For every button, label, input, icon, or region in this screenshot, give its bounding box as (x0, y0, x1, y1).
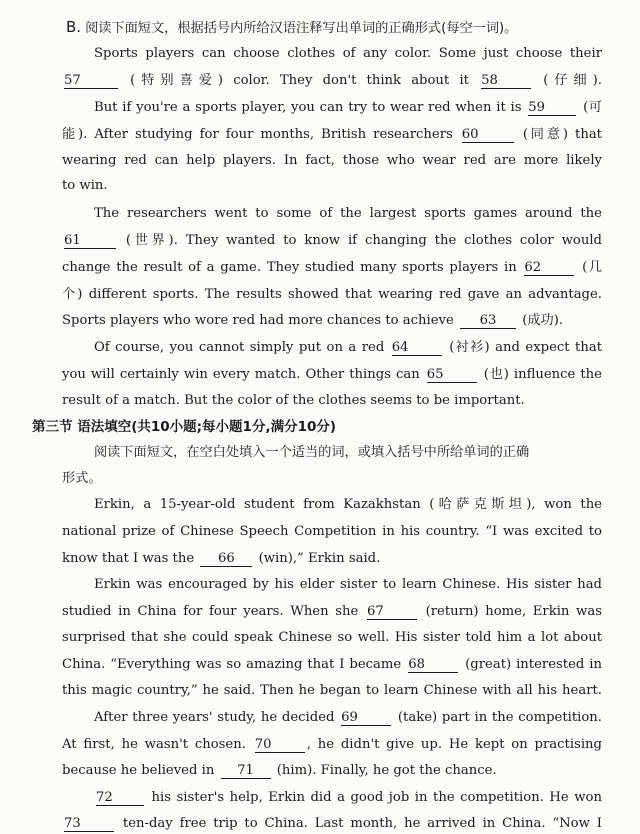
passage-line: national prize of Chinese Speech Competition in his country. “I was excited to (62, 524, 602, 539)
answer-blank[interactable]: 72 (96, 790, 144, 806)
section-3-instruction: 阅读下面短文，在空白处填入一个适当的词，或填入括号中所给单词的正确 (94, 445, 530, 460)
passage-line: Sports players can choose clothes of any color. Some just choose their (94, 46, 602, 61)
section-3-heading: 第三节 语法填空(共10小题;每小题1分,满分10分) (32, 419, 337, 435)
section-3-instruction-cont: 形式。 (62, 471, 102, 486)
section-b-instruction: 阅读下面短文，根据括号内所给汉语注释写出单词的正确形式(每空一词)。 (85, 21, 518, 36)
passage-line: change the result of a game. They studied many sports players in 62 (几 (62, 260, 602, 275)
passage-line: know that I was the 66 (win),” Erkin said. (62, 551, 381, 566)
passage-line: studied in China for four years. When she 67 (return) home, Erkin was (62, 604, 602, 619)
passage-line: 72 his sister's help, Erkin did a good job in the competition. He won (96, 790, 602, 805)
passage-line: this magic country,” he said. Then he began to learn Chinese with all his heart. (62, 683, 602, 698)
answer-blank[interactable]: 65 (427, 367, 477, 383)
answer-blank[interactable]: 73 (64, 816, 114, 832)
answer-blank[interactable]: 69 (341, 710, 391, 726)
passage-line: The researchers went to some of the largest sports games around the (94, 206, 602, 221)
answer-blank[interactable]: 70 (255, 737, 305, 753)
passage-line: to win. (62, 178, 108, 193)
passage-line: 61 (世界). They wanted to know if changing the clothes color would (64, 233, 602, 248)
passage-line: Erkin was encouraged by his elder sister to learn Chinese. His sister had (94, 577, 602, 592)
answer-blank[interactable]: 57 (64, 73, 118, 89)
passage-line: because he believed in 71 (him). Finally, he got the chance. (62, 763, 497, 778)
passage-line: 73 ten-day free trip to China. Last month, he arrived in China. “Now I (64, 816, 602, 831)
section-b-header (66, 18, 606, 38)
passage-line: result of a match. But the color of the clothes seems to be important. (62, 393, 525, 408)
answer-blank[interactable]: 61 (64, 233, 116, 249)
section-b-label: B. (66, 18, 82, 36)
passage-line: Sports players who wore red had more chances to achieve 63 (成功). (62, 313, 564, 328)
answer-blank[interactable]: 66 (200, 551, 252, 567)
passage-line: 能). After studying for four months, British researchers 60 (同意) that (62, 127, 602, 142)
passage-line: 57 (特别喜爱) color. They don't think about it 58 (仔细). (64, 73, 603, 88)
answer-blank[interactable]: 67 (367, 604, 417, 620)
answer-blank[interactable]: 59 (528, 100, 576, 116)
passage-line: you will certainly win every match. Other things can 65 (也) influence the (62, 367, 602, 382)
passage-line: After three years' study, he decided 69 (take) part in the competition. (94, 710, 602, 725)
answer-blank[interactable]: 68 (408, 657, 458, 673)
passage-line: At first, he wasn't chosen. 70 , he didn't give up. He kept on practising (62, 737, 602, 752)
passage-line: 个) different sports. The results showed that wearing red gave an advantage. (62, 287, 602, 302)
passage-line: Of course, you cannot simply put on a red 64 (衬衫) and expect that (94, 340, 602, 355)
passage-line: surprised that she could speak Chinese so well. His sister told him a lot about (62, 630, 602, 645)
passage-line: But if you're a sports player, you can try to wear red when it is 59 (可 (94, 100, 602, 115)
answer-blank[interactable]: 58 (481, 73, 531, 89)
answer-blank[interactable]: 71 (221, 763, 271, 779)
answer-blank[interactable]: 64 (392, 340, 442, 356)
answer-blank[interactable]: 63 (460, 313, 516, 329)
answer-blank[interactable]: 60 (462, 127, 514, 143)
passage-line: wearing red can help players. In fact, those who wear red are more likely (62, 153, 602, 168)
answer-blank[interactable]: 62 (524, 260, 574, 276)
passage-line: Erkin, a 15-year-old student from Kazakhstan (哈萨克斯坦), won the (94, 497, 602, 512)
passage-line: China. “Everything was so amazing that I became 68 (great) interested in (62, 657, 602, 672)
